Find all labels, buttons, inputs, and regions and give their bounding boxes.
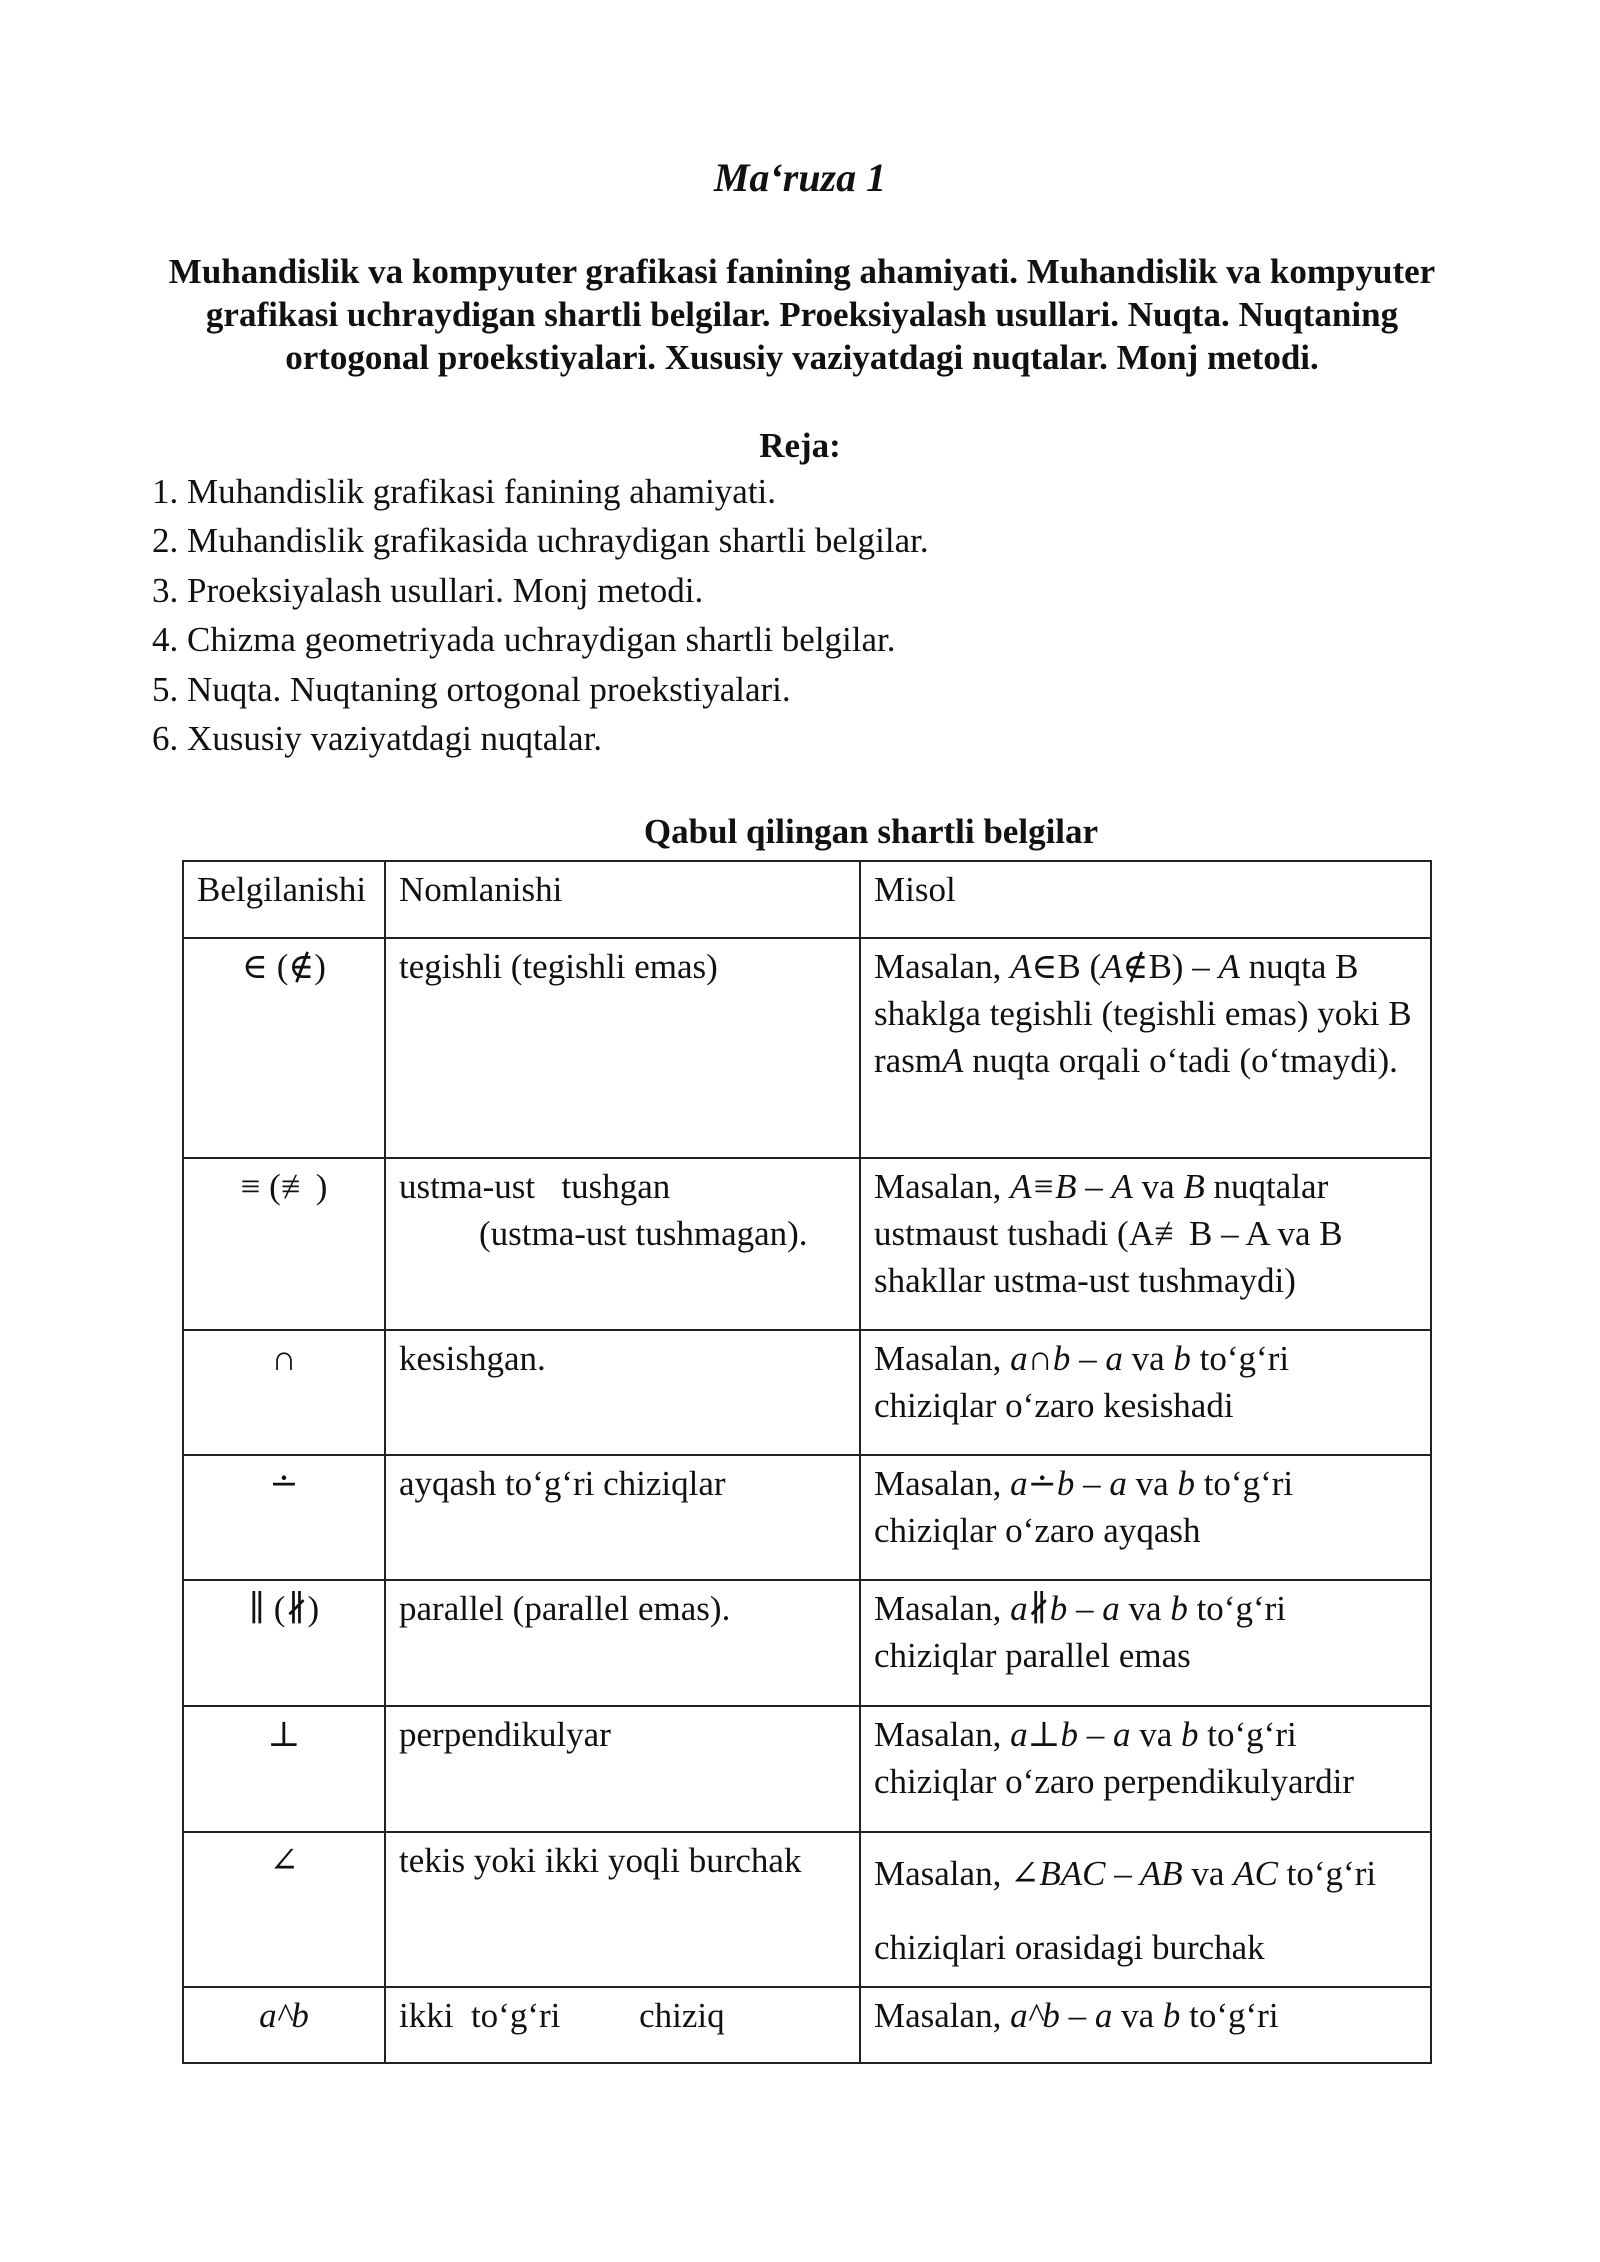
symbol-cell: ∸ xyxy=(183,1455,385,1580)
symbols-table xyxy=(182,860,1432,2064)
header-name: Nomlanishi xyxy=(385,861,860,938)
table-row xyxy=(183,1706,1431,1832)
table-row xyxy=(183,1580,1431,1706)
symbol-cell: ∩ xyxy=(183,1330,385,1455)
plan-list xyxy=(152,467,1452,763)
plan-title: Reja: xyxy=(759,426,841,465)
example-cell: Masalan, a∸b – a va b to‘g‘ri chiziqlar o‘zaro ayqash xyxy=(860,1455,1431,1580)
symbol-cell: ∥ (∦) xyxy=(183,1580,385,1706)
example-cell: Masalan, a⊥b – a va b to‘g‘ri chiziqlar o‘zaro perpendikulyardir xyxy=(860,1706,1431,1832)
header-symbol: Belgilanishi xyxy=(183,861,385,938)
name-cell: tegishli (tegishli emas) xyxy=(385,938,860,1158)
name-cell: ikki to‘g‘ri chiziq xyxy=(385,1987,860,2063)
table-row xyxy=(183,1158,1431,1330)
example-cell: Masalan, ∠BAC – AB va AC to‘g‘ri chiziqlari orasidagi burchak xyxy=(860,1832,1431,1987)
name-cell: parallel (parallel emas). xyxy=(385,1580,860,1706)
name-cell: tekis yoki ikki yoqli burchak xyxy=(385,1832,860,1987)
example-cell: Masalan, A≡B – A va B nuqtalar ustmaust tushadi (A≢B – A va B shakllar ustma-ust tushmaydi) xyxy=(860,1158,1431,1330)
symbol-cell: ∠ xyxy=(183,1832,385,1987)
plan-item: 3. Proeksiyalash usullari. Monj metodi. xyxy=(152,570,704,610)
table-title: Qabul qilingan shartli belgilar xyxy=(643,812,1099,851)
plan-item: 4. Chizma geometriyada uchraydigan shartli belgilar. xyxy=(152,620,896,660)
example-cell: Masalan, a∦b – a va b to‘g‘ri chiziqlar parallel emas xyxy=(860,1580,1431,1706)
table-row xyxy=(183,1832,1431,1987)
symbol-cell: ≡ (≢) xyxy=(183,1158,385,1330)
plan-item: 6. Xususiy vaziyatdagi nuqtalar. xyxy=(152,719,603,759)
plan-item: 2. Muhandislik grafikasida uchraydigan shartli belgilar. xyxy=(152,521,929,561)
example-cell: Masalan, A∈B (A∉B) – A nuqta B shaklga tegishli (tegishli emas) yoki B rasmA nuqta orqali o‘tadi (o‘tmaydi). xyxy=(860,938,1431,1158)
table-row xyxy=(183,938,1431,1158)
plan-item: 5. Nuqta. Nuqtaning ortogonal proekstiyalari. xyxy=(152,669,791,709)
lecture-heading: Muhandislik va kompyuter grafikasi fanining ahamiyati. Muhandislik va kompyuter grafikasi uchraydigan shartli belgilar. Proeksiyalash usullari. Nuqta. Nuqtaning ortogonal proekstiyalari. Xususiy vaziyatdagi nuqtalar. Monj metodi. xyxy=(168,252,1436,377)
example-cell: Masalan, a^b – a va b to‘g‘ri xyxy=(860,1987,1431,2063)
plan-item: 1. Muhandislik grafikasi fanining ahamiyati. xyxy=(152,472,777,511)
example-cell: Masalan, a∩b – a va b to‘g‘ri chiziqlar o‘zaro kesishadi xyxy=(860,1330,1431,1455)
name-cell: kesishgan. xyxy=(385,1330,860,1455)
symbol-cell: ⊥ xyxy=(183,1706,385,1832)
table-row xyxy=(183,1987,1431,2063)
table-header-row xyxy=(183,861,1431,938)
name-cell: ustma-ust tushgan (ustma-ust tushmagan). xyxy=(385,1158,860,1330)
symbol-cell: ∈ (∉) xyxy=(183,938,385,1158)
lecture-title: Ma‘ruza 1 xyxy=(713,155,887,200)
table-row xyxy=(183,1330,1431,1455)
name-cell: ayqash to‘g‘ri chiziqlar xyxy=(385,1455,860,1580)
table-row xyxy=(183,1455,1431,1580)
name-cell: perpendikulyar xyxy=(385,1706,860,1832)
symbol-cell: a^b xyxy=(183,1987,385,2063)
header-example: Misol xyxy=(860,861,1431,938)
